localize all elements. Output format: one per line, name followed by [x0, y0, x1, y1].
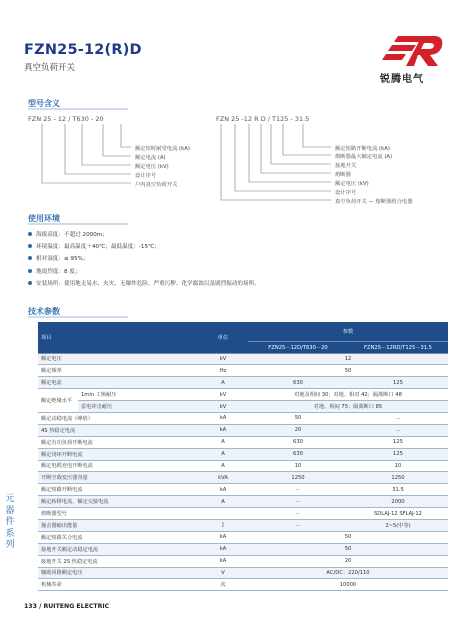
table-row: 开断空载变压器容量 kVA 1250 1250 [38, 472, 448, 484]
table-row: 雷电冲击耐压 kV 对地、相间 75；隔离断口 85 [38, 401, 448, 413]
left-label: 额定电压 (kV) [135, 164, 169, 170]
right-label: 额定电压 (kV) [335, 181, 369, 187]
right-label: 熔断器 [335, 172, 351, 178]
table-row: 额定短路关合电流 kA 50 [38, 531, 448, 543]
table-row: 辅助回路额定电压 V AC/DC：220/110 [38, 567, 448, 579]
table-row: 额定有功负荷开断电流 A 630 125 [38, 436, 448, 448]
table-row: 额定闭环开断电流 A 630 125 [38, 448, 448, 460]
section-divider [28, 316, 128, 318]
model-section-title: 型号含义 [28, 99, 60, 108]
header-params: 参数 [248, 322, 448, 341]
header-model-1: FZN25－12D/T630－20 [248, 341, 348, 353]
table-row: 额定转移电流、额定交接电流 A － 2000 [38, 496, 448, 508]
side-category-label: 元器件系列 [5, 494, 15, 550]
right-label: 接地开关 [335, 163, 357, 169]
bullet-icon [28, 256, 32, 260]
table-row: 额定频率 Hz 50 [38, 365, 448, 377]
list-item: 相对湿度：≤ 95%； [28, 252, 260, 264]
product-title: FZN25-12(R)D [24, 42, 142, 58]
page-footer: 133 / RUITENG ELECTRIC [24, 603, 110, 610]
right-label: 熔断器最大额定电流 (A) [335, 154, 393, 160]
table-row: 接地开关 2S 热稳定电流 kA 20 [38, 555, 448, 567]
table-row: 机械寿命 次 10000 [38, 579, 448, 591]
table-row: 熔断器型号 － SDLAJ-12 SFLAJ-12 [38, 508, 448, 520]
list-item: 环境温度：最高温度＋40℃；最低温度：-15℃； [28, 240, 260, 252]
brand-name: 锐腾电气 [380, 74, 424, 85]
left-label: 设计序号 [135, 173, 157, 179]
list-item: 海拔高度：不超过 2000m； [28, 228, 260, 240]
table-row: 额定短路开断电流 kA － 31.5 [38, 484, 448, 496]
left-label: 额定电流 (A) [135, 155, 166, 161]
bullet-icon [28, 281, 32, 285]
bullet-icon [28, 232, 32, 236]
environment-list [28, 228, 260, 289]
right-label: 设计序号 [335, 190, 357, 196]
header-unit: 单位 [198, 322, 248, 353]
right-label: 真空负荷开关 — 熔断器组合电器 [335, 199, 413, 205]
bullet-icon [28, 244, 32, 248]
environment-section-title: 使用环境 [28, 214, 60, 223]
table-row: 4S 热稳定电流 kA 20 － [38, 424, 448, 436]
table-row: 接地开关额定动稳定电流 kA 50 [38, 543, 448, 555]
bullet-icon [28, 269, 32, 273]
table-row: 额定动稳电流（峰值） kA 50 － [38, 412, 448, 424]
left-label: 额定短时耐受电流 (kA) [135, 146, 190, 152]
left-model-code: FZN 25 - 12 / T630 - 20 [28, 115, 104, 123]
list-item: 安装场所：使用地无易水、火灾、无爆炸危险、严重污秽、化学腐蚀以及剧烈振动的场所。 [28, 277, 260, 289]
left-label: 户内真空负荷开关 [135, 182, 178, 188]
right-model-code: FZN 25 -12 R D / T125 - 31.5 [216, 115, 310, 123]
table-row: 额定电流 A 630 125 [38, 377, 448, 389]
header-item: 项目 [38, 322, 198, 353]
spec-table [38, 322, 448, 591]
header-model-2: FZN25－12RD/T125－31.5 [348, 341, 448, 353]
table-row: 额定绝缘水平 1min 工频耐压 kV 对地及相间 30；对地、相对 42；隔离断口 48 [38, 389, 448, 401]
table-row: 撞击器输出能量 J － 2~5(中等) [38, 519, 448, 531]
section-divider [28, 223, 128, 225]
product-subtitle: 真空负荷开关 [24, 63, 76, 73]
table-row: 额定电缆充电开断电流 A 10 10 [38, 460, 448, 472]
specs-section-title: 技术参数 [28, 307, 60, 316]
right-label: 额定短路开断电流 (kA) [335, 146, 390, 152]
list-item: 地震烈度：8 度； [28, 265, 260, 277]
table-row: 额定电压 kV 12 [38, 353, 448, 365]
